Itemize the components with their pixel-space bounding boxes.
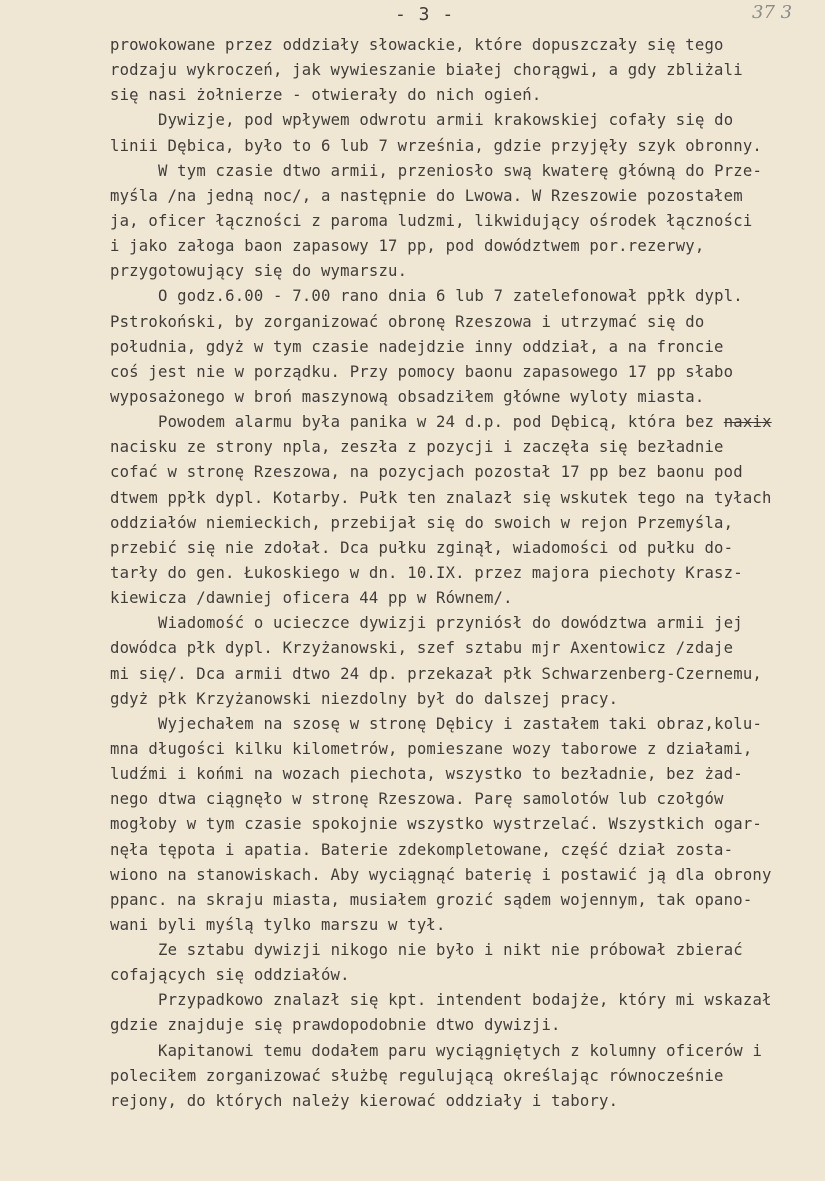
line-text: rodzaju wykroczeń, jak wywieszanie białej chorągwi, a gdy zbliżali bbox=[110, 61, 743, 80]
text-line bbox=[110, 988, 825, 1013]
text-line bbox=[110, 687, 825, 712]
text-line bbox=[110, 184, 825, 209]
page-number: - 3 - bbox=[395, 4, 455, 25]
text-line bbox=[110, 838, 825, 863]
line-text: cofać w stronę Rzeszowa, na pozycjach pozostał 17 pp bez baonu pod bbox=[110, 463, 743, 482]
line-text: linii Dębica, było to 6 lub 7 września, gdzie przyjęły szyk obronny. bbox=[110, 136, 762, 155]
text-line bbox=[110, 536, 825, 561]
text-line bbox=[110, 33, 825, 58]
line-text: Wyjechałem na szosę w stronę Dębicy i zastałem taki obraz,kolu- bbox=[158, 714, 763, 733]
text-line bbox=[110, 611, 825, 636]
text-line bbox=[110, 888, 825, 913]
line-text: rejony, do których należy kierować oddziały i tabory. bbox=[110, 1091, 619, 1110]
line-text: cofających się oddziałów. bbox=[110, 966, 350, 985]
text-line bbox=[110, 435, 825, 460]
line-text: W tym czasie dtwo armii, przeniosło swą kwaterę główną do Prze- bbox=[158, 161, 763, 180]
line-text: myśla /na jedną noc/, a następnie do Lwowa. W Rzeszowie pozostałem bbox=[110, 186, 743, 205]
line-text: południa, gdyż w tym czasie nadejdzie inny oddział, a na froncie bbox=[110, 337, 724, 356]
text-line bbox=[110, 511, 825, 536]
text-line bbox=[110, 83, 825, 108]
text-line bbox=[110, 284, 825, 309]
text-line bbox=[110, 1039, 825, 1064]
line-text: Powodem alarmu była panika w 24 d.p. pod Dębicą, która bez bbox=[158, 413, 724, 432]
line-text: kiewicza /dawniej oficera 44 pp w Równem/. bbox=[110, 589, 513, 608]
line-text: wyposażonego w broń maszynową obsadziłem główne wyloty miasta. bbox=[110, 387, 705, 406]
line-text: się nasi żołnierze - otwierały do nich ogień. bbox=[110, 86, 542, 105]
text-line bbox=[110, 712, 825, 737]
text-line bbox=[110, 159, 825, 184]
line-text: mi się/. Dca armii dtwo 24 dp. przekazał płk Schwarzenberg-Czernemu, bbox=[110, 664, 762, 683]
line-text: Przypadkowo znalazł się kpt. intendent bodajże, który mi wskazał bbox=[158, 991, 772, 1010]
line-text: prowokowane przez oddziały słowackie, które dopuszczały się tego bbox=[110, 36, 724, 54]
line-text: nęła tępota i apatia. Baterie zdekompletowane, część dział zosta- bbox=[110, 840, 734, 859]
text-line bbox=[110, 938, 825, 963]
line-text: nego dtwa ciągnęło w stronę Rzeszowa. Parę samolotów lub czołgów bbox=[110, 790, 724, 809]
text-line bbox=[110, 913, 825, 938]
line-text: i jako załoga baon zapasowy 17 pp, pod dowództwem por.rezerwy, bbox=[110, 237, 705, 256]
text-line bbox=[110, 1064, 825, 1089]
text-line bbox=[110, 486, 825, 511]
line-text: poleciłem zorganizować służbę regulującą określając równocześnie bbox=[110, 1066, 724, 1085]
line-text: gdzie znajduje się prawdopodobnie dtwo dywizji. bbox=[110, 1016, 561, 1035]
line-text: wiono na stanowiskach. Aby wyciągnąć baterię i postawić ją dla obrony bbox=[110, 865, 772, 884]
text-line bbox=[110, 1013, 825, 1038]
line-text: ja, oficer łączności z paroma ludzmi, likwidujący ośrodek łączności bbox=[110, 211, 753, 230]
text-line bbox=[110, 586, 825, 611]
text-line bbox=[110, 963, 825, 988]
line-text: przebić się nie zdołał. Dca pułku zginął, wiadomości od pułku do- bbox=[110, 538, 734, 557]
text-line bbox=[110, 259, 825, 284]
line-text: coś jest nie w porządku. Przy pomocy baonu zapasowego 17 pp słabo bbox=[110, 362, 734, 381]
line-text: mna długości kilku kilometrów, pomieszane wozy taborowe z działami, bbox=[110, 739, 753, 758]
text-line bbox=[110, 108, 825, 133]
line-text: Dywizje, pod wpływem odwrotu armii krakowskiej cofały się do bbox=[158, 111, 734, 130]
line-text: tarły do gen. Łukoskiego w dn. 10.IX. przez majora piechoty Krasz- bbox=[110, 563, 743, 582]
line-text: nacisku ze strony npla, zeszła z pozycji i zaczęła się bezładnie bbox=[110, 438, 724, 457]
text-line bbox=[110, 787, 825, 812]
text-line bbox=[110, 460, 825, 485]
line-text: O godz.6.00 - 7.00 rano dnia 6 lub 7 zatelefonował ppłk dypl. bbox=[158, 287, 743, 306]
text-line bbox=[110, 385, 825, 410]
text-line bbox=[110, 410, 825, 435]
text-line bbox=[110, 360, 825, 385]
handwritten-annotation: 37 3 bbox=[752, 2, 793, 23]
line-text: dtwem ppłk dypl. Kotarby. Pułk ten znalazł się wskutek tego na tyłach bbox=[110, 488, 772, 507]
text-line bbox=[110, 335, 825, 360]
line-text: Ze sztabu dywizji nikogo nie było i nikt nie próbował zbierać bbox=[158, 941, 743, 960]
line-text: przygotowujący się do wymarszu. bbox=[110, 262, 408, 281]
text-line bbox=[110, 209, 825, 234]
typewritten-body bbox=[110, 33, 825, 1114]
text-line bbox=[110, 863, 825, 888]
line-text: gdyż płk Krzyżanowski niezdolny był do dalszej pracy. bbox=[110, 689, 619, 708]
text-line bbox=[110, 58, 825, 83]
text-line bbox=[110, 1089, 825, 1114]
line-text: ludźmi i końmi na wozach piechota, wszystko to bezładnie, bez żad- bbox=[110, 765, 743, 784]
line-text: dowódca płk dypl. Krzyżanowski, szef sztabu mjr Axentowicz /zdaje bbox=[110, 639, 734, 658]
struck-out-text: naxix bbox=[723, 413, 772, 432]
text-line bbox=[110, 234, 825, 259]
text-line bbox=[110, 762, 825, 787]
line-text: ppanc. na skraju miasta, musiałem grozić sądem wojennym, tak opano- bbox=[110, 890, 753, 909]
line-text: Kapitanowi temu dodałem paru wyciągniętych z kolumny oficerów i bbox=[158, 1041, 763, 1060]
text-line bbox=[110, 662, 825, 687]
text-line bbox=[110, 737, 825, 762]
line-text: mogłoby w tym czasie spokojnie wszystko wystrzelać. Wszystkich ogar- bbox=[110, 815, 762, 834]
text-line bbox=[110, 310, 825, 335]
text-line bbox=[110, 134, 825, 159]
text-line bbox=[110, 636, 825, 661]
text-line bbox=[110, 812, 825, 837]
line-text: Wiadomość o ucieczce dywizji przyniósł do dowództwa armii jej bbox=[158, 614, 743, 633]
line-text: wani byli myślą tylko marszu w tył. bbox=[110, 915, 446, 934]
line-text: Pstrokoński, by zorganizować obronę Rzeszowa i utrzymać się do bbox=[110, 312, 705, 331]
text-line bbox=[110, 561, 825, 586]
line-text: oddziałów niemieckich, przebijał się do swoich w rejon Przemyśla, bbox=[110, 513, 734, 532]
